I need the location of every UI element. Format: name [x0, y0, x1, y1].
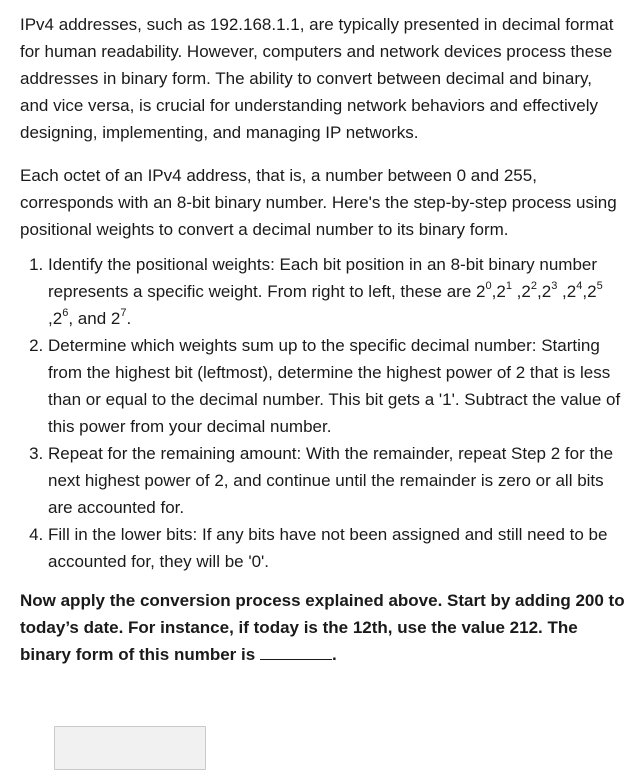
- list-item: [48, 332, 625, 440]
- step-1-text: Identify the positional weights: Each bit position in an 8-bit binary number represents a specific weight. From right to left, these are: [48, 255, 598, 301]
- weight-2-5: $2^5$: [587, 280, 603, 301]
- question-end: .: [331, 645, 337, 664]
- answer-input[interactable]: [54, 726, 206, 770]
- weight-2-1: $2^1$: [496, 280, 512, 301]
- weight-2-4: $2^4$: [566, 280, 583, 301]
- weight-2-6: $2^6$: [52, 307, 69, 328]
- weight-2-7: $2^7$: [110, 307, 127, 328]
- weight-2-0: $2^0$: [476, 280, 492, 301]
- content-area: [20, 11, 625, 668]
- intro-paragraph-1: IPv4 addresses, such as 192.168.1.1, are typically presented in decimal format for human readability. However, computers and network devices process these addresses in binary form. The ability to convert between decimal and binary, and vice versa, is crucial for understanding network behaviors and effectively designing, implementing, and managing IP networks.: [20, 15, 614, 142]
- weight-2-3: $2^3$: [541, 280, 558, 301]
- step-3-text: Repeat for the remaining amount: With the remainder, repeat Step 2 for the next highest power of 2, and continue until the remainder is zero or all bits are accounted for.: [48, 444, 614, 517]
- list-item: [48, 521, 625, 575]
- question-paragraph: [20, 587, 625, 668]
- steps-list: [20, 251, 625, 575]
- list-item: 1. Identify the positional weights: Each bit position in an 8-bit binary number represents a specific weight. From right to left, these are $2^0,2^1$ $,2^2,2^3$ $,2^4,2^5$ $,2^6$, and $2^7$.: [48, 251, 625, 332]
- step-2-text: Determine which weights sum up to the specific decimal number: Starting from the highest bit (leftmost), determine the highest power of 2 that is less than or equal to the decimal number. This bit gets a '1'. Subtract the value of this power from your decimal number.: [48, 336, 621, 436]
- intro-paragraph-2: Each octet of an IPv4 address, that is, a number between 0 and 255, corresponds with an 8-bit binary number. Here's the step-by-step process using positional weights to convert a decimal number to its binary form.: [20, 166, 617, 239]
- step-4-text: Fill in the lower bits: If any bits have not been assigned and still need to be accounted for, they will be '0'.: [48, 525, 608, 571]
- step-1-end: .: [126, 309, 132, 328]
- step-1-conjunction: and: [77, 309, 107, 328]
- answer-blank: [260, 641, 332, 660]
- weight-2-2: $2^2$: [521, 280, 537, 301]
- question-text: Now apply the conversion process explained above. Start by adding 200 to today’s date. For instance, if today is the 12th, use the value 212. The binary form of this number is: [20, 591, 625, 664]
- list-item: [48, 440, 625, 521]
